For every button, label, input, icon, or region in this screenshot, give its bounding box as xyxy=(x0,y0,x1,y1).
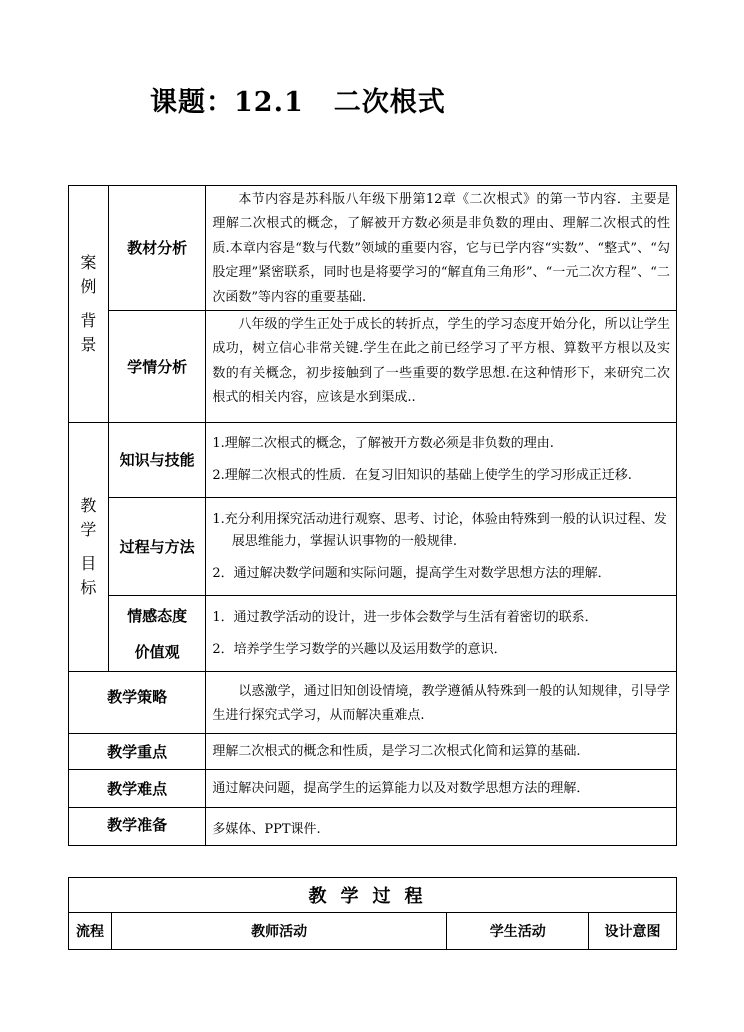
table-row xyxy=(69,596,677,672)
category-background: 案 例 背 景 xyxy=(69,186,109,423)
lesson-plan-table xyxy=(68,185,677,846)
teaching-process-table xyxy=(68,877,677,950)
table-header-row xyxy=(69,913,677,950)
label-difficulty: 教学难点 xyxy=(69,770,206,808)
textbook-analysis-text: 本节内容是苏科版八年级下册第12章《二次根式》的第一节内容．主要是理解二次根式的概念，了解被开方数必须是非负数的理由、理解二次根式的性质.本章内容是“数与代数”领域的重要内容，它与已学内容“实数”、“整式”、“勾股定理”紧密联系，同时也是将要学习的“解直角三角形”、“一元二次方程”、“二次函数”等内容的重要基础. xyxy=(206,186,677,311)
table-row xyxy=(69,878,677,913)
table-row xyxy=(69,672,677,734)
preparation-text: 多媒体、PPT课件. xyxy=(206,808,677,846)
emotion-values-list xyxy=(206,596,677,672)
table-row xyxy=(69,770,677,808)
label-key-point: 教学重点 xyxy=(69,734,206,770)
student-analysis-text: 八年级的学生正处于成长的转折点，学生的学习态度开始分化，所以让学生成功，树立信心非常关键.学生在此之前已经学习了平方根、算数平方根以及实数的有关概念，初步接触到了一些重要的数学思想.在这种情形下，来研究二次根式的相关内容，应该是水到渠成.. xyxy=(206,311,677,423)
list-item: 1.充分利用探究活动进行观察、思考、讨论，体验由特殊到一般的认识过程、发展思维能力，掌握认识事物的一般规律. xyxy=(212,511,667,549)
table-row xyxy=(69,423,677,498)
strategy-text: 以惑激学，通过旧知创设情境，教学遵循从特殊到一般的认知规律，引导学生进行探究式学习，从而解决重难点. xyxy=(206,672,677,734)
page-title xyxy=(150,80,446,119)
table-row xyxy=(69,498,677,596)
header-student-activity: 学生活动 xyxy=(447,913,589,950)
label-preparation: 教学准备 xyxy=(69,808,206,846)
list-item: 2．培养学生学习数学的兴趣以及运用数学的意识． xyxy=(212,641,507,657)
table-row xyxy=(69,186,677,311)
label-textbook-analysis: 教材分析 xyxy=(108,186,206,311)
header-flow: 流程 xyxy=(69,913,112,950)
category-objectives: 教 学 目 标 xyxy=(69,423,109,672)
difficulty-text: 通过解决问题，提高学生的运算能力以及对数学思想方法的理解． xyxy=(206,770,677,808)
list-item: 1．通过教学活动的设计，进一步体会数学与生活有着密切的联系． xyxy=(212,609,598,625)
title-name: 二次根式 xyxy=(333,87,446,118)
header-teacher-activity: 教师活动 xyxy=(111,913,446,950)
process-table-title: 教学过程 xyxy=(69,878,677,913)
table-row xyxy=(69,311,677,423)
process-methods-list xyxy=(206,498,677,596)
table-row xyxy=(69,808,677,846)
label-knowledge-skills: 知识与技能 xyxy=(108,423,206,498)
list-item: 1.理解二次根式的概念，了解被开方数必须是非负数的理由. xyxy=(212,436,554,452)
list-item: 2.理解二次根式的性质．在复习旧知识的基础上使学生的学习形成正迁移. xyxy=(212,468,632,484)
label-strategy: 教学策略 xyxy=(69,672,206,734)
key-point-text: 理解二次根式的概念和性质，是学习二次根式化简和运算的基础. xyxy=(206,734,677,770)
header-design-intent: 设计意图 xyxy=(589,913,677,950)
label-process-methods: 过程与方法 xyxy=(108,498,206,596)
list-item: 2．通过解决数学问题和实际问题，提高学生对数学思想方法的理解． xyxy=(212,565,611,581)
label-emotion-values: 情感态度 价值观 xyxy=(108,596,206,672)
title-prefix: 课题：12.1 xyxy=(150,87,304,118)
label-student-analysis: 学情分析 xyxy=(108,311,206,423)
table-row xyxy=(69,734,677,770)
knowledge-skills-list xyxy=(206,423,677,498)
